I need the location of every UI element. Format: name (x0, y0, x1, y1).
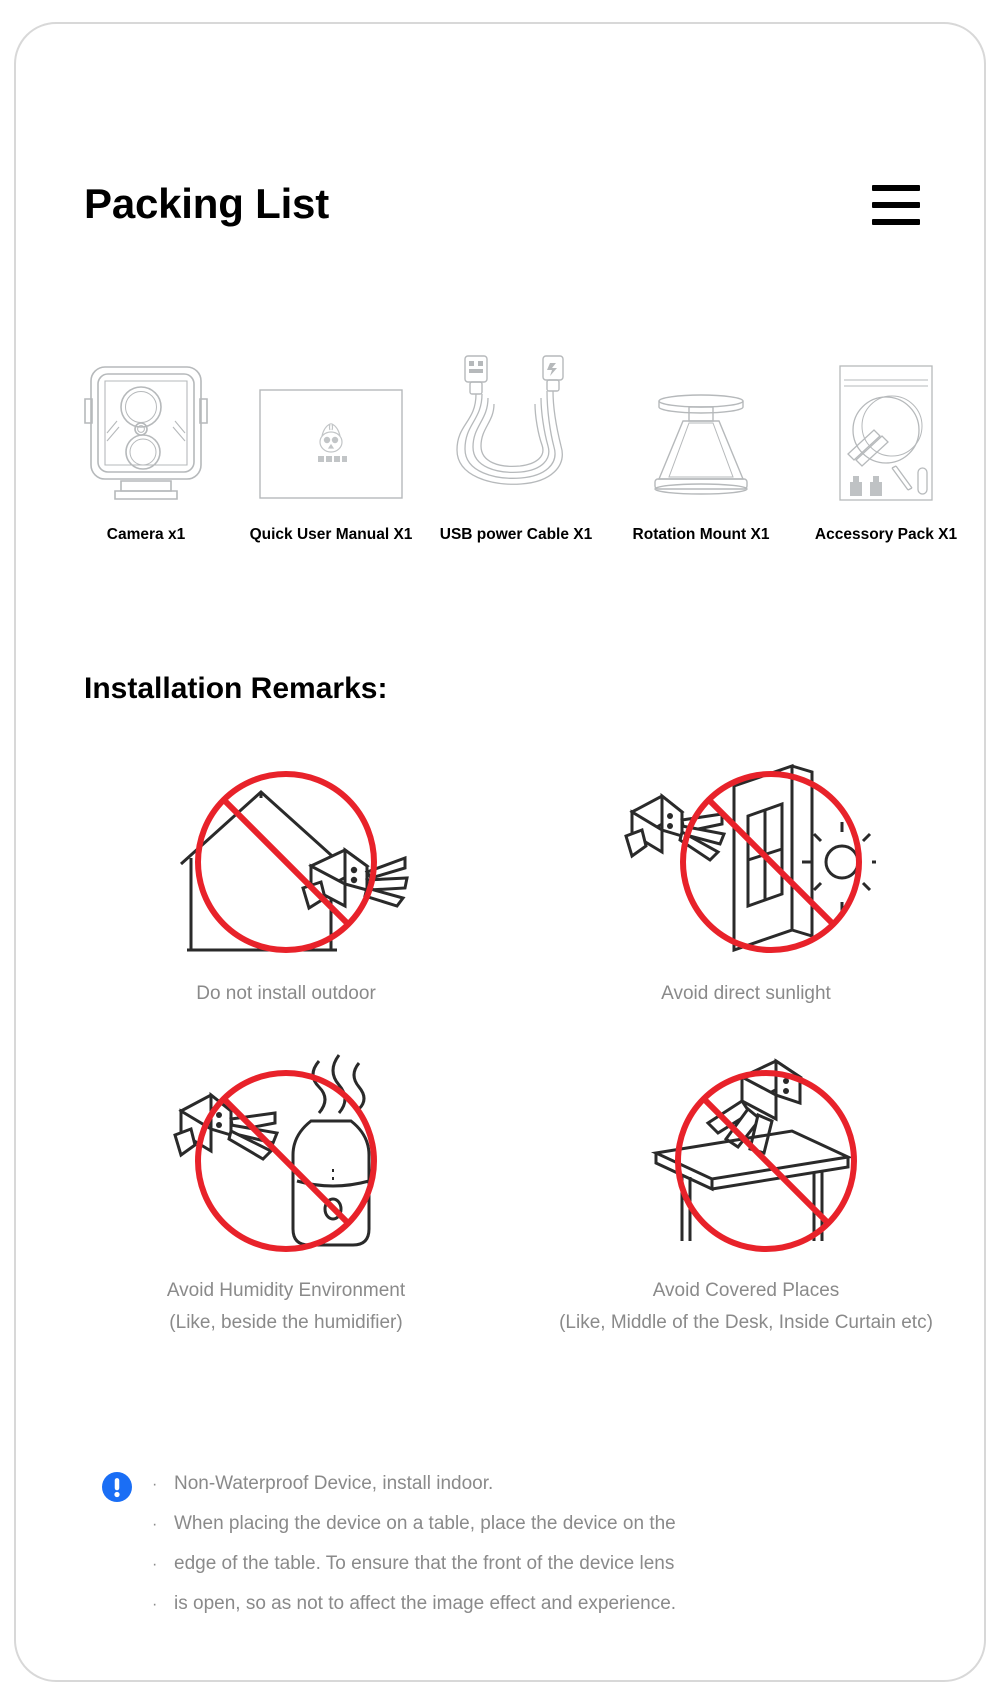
note-text: is open, so as not to affect the image effect and experience. (174, 1593, 677, 1614)
no-outdoor-illustration (161, 754, 411, 964)
note-item (152, 1504, 676, 1544)
packing-item-usb-cable (426, 354, 606, 544)
warning-caption (559, 1275, 933, 1338)
hamburger-bar-3 (872, 219, 920, 225)
note-bullet: · (152, 1556, 158, 1573)
note-item (152, 1464, 676, 1504)
page-header (84, 164, 920, 244)
warning-caption (196, 978, 376, 1009)
packing-item-rotation-mount (611, 354, 791, 544)
exclamation-circle-icon (102, 1472, 132, 1502)
note-item (152, 1584, 676, 1624)
hamburger-menu-icon[interactable] (872, 183, 920, 225)
accessory-pack-illustration (836, 354, 936, 504)
packing-item-camera (56, 354, 236, 544)
note-bullet: · (152, 1476, 158, 1493)
warning-caption (661, 978, 831, 1009)
hamburger-bar-1 (872, 185, 920, 191)
installation-warnings-grid (56, 754, 976, 1338)
warning-no-humidity (56, 1051, 516, 1338)
warning-caption-line1: Avoid Humidity Environment (166, 1280, 406, 1302)
notes-list (152, 1464, 676, 1624)
note-text: When placing the device on a table, place the device on the (174, 1513, 676, 1534)
warning-caption-line1: Do not install outdoor (196, 983, 376, 1004)
no-humidity-illustration (161, 1051, 411, 1261)
usb-cable-illustration (451, 354, 581, 504)
warning-caption-line2: (Like, beside the humidifier) (169, 1311, 403, 1333)
notes-section (102, 1464, 952, 1624)
warning-caption-line1: Avoid direct sunlight (661, 983, 831, 1004)
warning-no-covered-places (516, 1051, 976, 1338)
no-covered-places-illustration (616, 1051, 876, 1261)
no-direct-sunlight-illustration (616, 754, 876, 964)
rotation-mount-illustration (631, 354, 771, 504)
packing-item-label: USB power Cable X1 (439, 526, 593, 543)
note-bullet: · (152, 1596, 158, 1613)
warning-caption (167, 1275, 405, 1338)
installation-remarks-heading: Installation Remarks: (84, 672, 388, 705)
packing-item-label: Camera x1 (106, 526, 186, 543)
warning-caption-line2: (Like, Middle of the Desk, Inside Curtain etc) (559, 1311, 933, 1333)
warning-no-direct-sunlight (516, 754, 976, 1009)
note-text: edge of the table. To ensure that the front of the device lens (174, 1553, 675, 1574)
manual-booklet-illustration (256, 354, 406, 504)
warning-caption-line1: Avoid Covered Places (652, 1280, 840, 1302)
note-text: Non-Waterproof Device, install indoor. (174, 1473, 494, 1494)
packing-item-label: Accessory Pack X1 (814, 526, 958, 543)
packing-item-label: Quick User Manual X1 (249, 526, 413, 543)
note-bullet: · (152, 1516, 158, 1533)
note-item (152, 1544, 676, 1584)
camera-illustration (81, 354, 211, 504)
packing-list-row (56, 354, 976, 544)
warning-no-outdoor (56, 754, 516, 1009)
packing-item-label: Rotation Mount X1 (632, 526, 770, 543)
hamburger-bar-2 (872, 202, 920, 208)
document-card (14, 22, 986, 1682)
packing-item-manual (241, 354, 421, 544)
page-title: Packing List (84, 180, 330, 227)
packing-item-accessory-pack (796, 354, 976, 544)
